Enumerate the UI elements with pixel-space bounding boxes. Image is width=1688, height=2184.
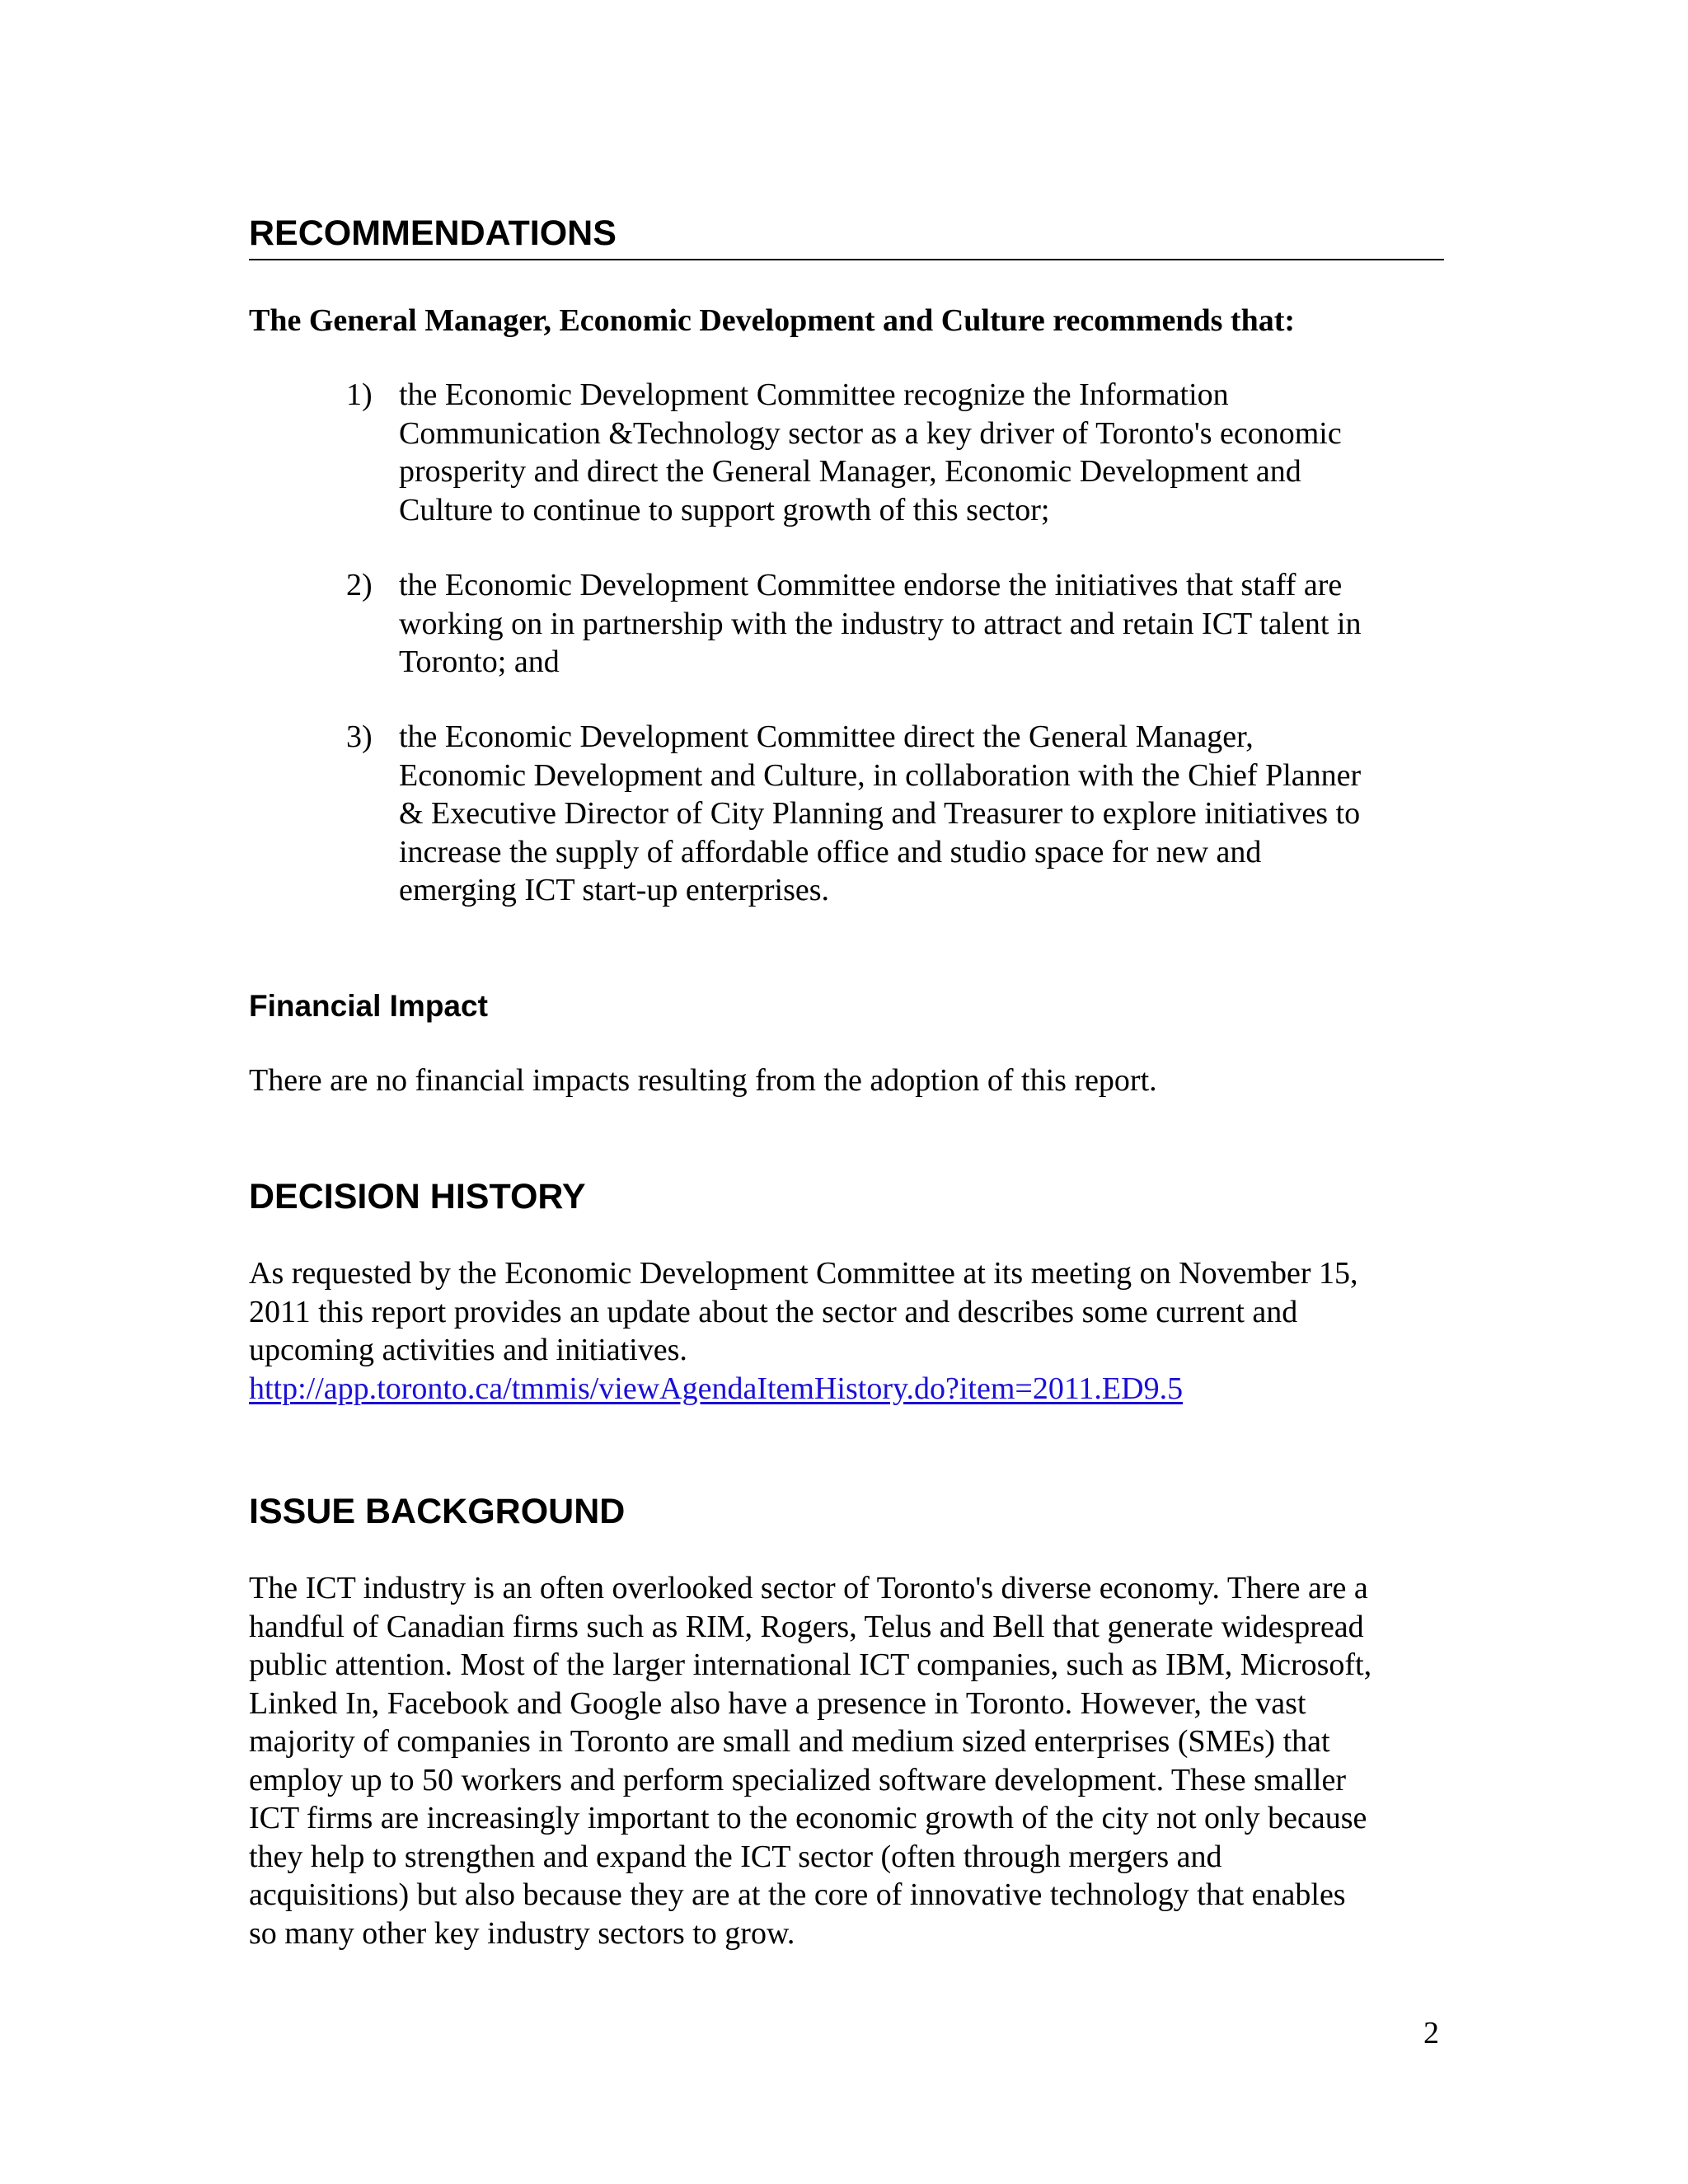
text-line: employ up to 50 workers and perform specialized software development. These smaller: [249, 1762, 1346, 1797]
text-line: As requested by the Economic Development Committee at its meeting on November 15,: [249, 1256, 1358, 1291]
text-line: they help to strengthen and expand the ICT sector (often through mergers and: [249, 1839, 1222, 1874]
recommendation-text: [399, 718, 1454, 910]
recommendation-text: [399, 566, 1454, 682]
agenda-item-history-link[interactable]: http://app.toronto.ca/tmmis/viewAgendaItemHistory.do?item=2011.ED9.5: [249, 1371, 1184, 1406]
recommendation-number: 3): [346, 719, 373, 754]
text-line: increase the supply of affordable office and studio space for new and: [399, 834, 1262, 869]
text-line: The ICT industry is an often overlooked sector of Toronto's diverse economy. There are a: [249, 1571, 1368, 1605]
recommendation-number: 1): [346, 377, 373, 412]
text-line: prosperity and direct the General Manager, Economic Development and: [399, 454, 1301, 489]
text-line: upcoming activities and initiatives.: [249, 1333, 687, 1367]
text-line: Economic Development and Culture, in collaboration with the Chief Planner: [399, 757, 1362, 793]
issue-background-heading: ISSUE BACKGROUND: [249, 1492, 626, 1531]
text-line: working on in partnership with the industry to attract and retain ICT talent in: [399, 606, 1362, 641]
text-line: the Economic Development Committee recognize the Information: [399, 377, 1229, 412]
text-line: & Executive Director of City Planning and Treasurer to explore initiatives to: [399, 796, 1361, 831]
recommendation-number: 2): [346, 568, 373, 602]
recommendations-heading: RECOMMENDATIONS: [249, 213, 617, 253]
document-page: [249, 0, 1444, 2184]
text-line: Culture to continue to support growth of this sector;: [399, 492, 1050, 527]
text-line: so many other key industry sectors to grow.: [249, 1915, 795, 1951]
text-line: Toronto; and: [399, 644, 560, 679]
financial-impact-heading: Financial Impact: [249, 989, 488, 1023]
text-line: ICT firms are increasingly important to the economic growth of the city not only because: [249, 1801, 1367, 1835]
text-line: 2011 this report provides an update about the sector and describes some current and: [249, 1294, 1298, 1329]
financial-impact-text: There are no financial impacts resulting from the adoption of this report.: [249, 1063, 1157, 1098]
text-line: handful of Canadian firms such as RIM, Rogers, Telus and Bell that generate widespread: [249, 1609, 1364, 1644]
text-line: the Economic Development Committee endorse the initiatives that staff are: [399, 568, 1343, 602]
text-line: the Economic Development Committee direct the General Manager,: [399, 719, 1254, 754]
text-line: Linked In, Facebook and Google also have a presence in Toronto. However, the vast: [249, 1685, 1306, 1721]
text-line: Communication &Technology sector as a key driver of Toronto's economic: [399, 415, 1342, 451]
recommendation-text: [399, 376, 1454, 529]
decision-history-text: [249, 1254, 1452, 1408]
issue-background-text: [249, 1569, 1452, 1952]
page-number: 2: [1423, 2016, 1439, 2050]
decision-history-heading: DECISION HISTORY: [249, 1177, 586, 1216]
text-line: majority of companies in Toronto are small and medium sized enterprises (SMEs) that: [249, 1724, 1330, 1759]
recommendations-intro: The General Manager, Economic Development and Culture recommends that:: [249, 303, 1296, 338]
text-line: public attention. Most of the larger international ICT companies, such as IBM, Microsoft,: [249, 1647, 1372, 1682]
heading-divider: [249, 259, 1444, 260]
text-line: acquisitions) but also because they are at the core of innovative technology that enables: [249, 1877, 1346, 1912]
text-line: emerging ICT start-up enterprises.: [399, 873, 830, 907]
